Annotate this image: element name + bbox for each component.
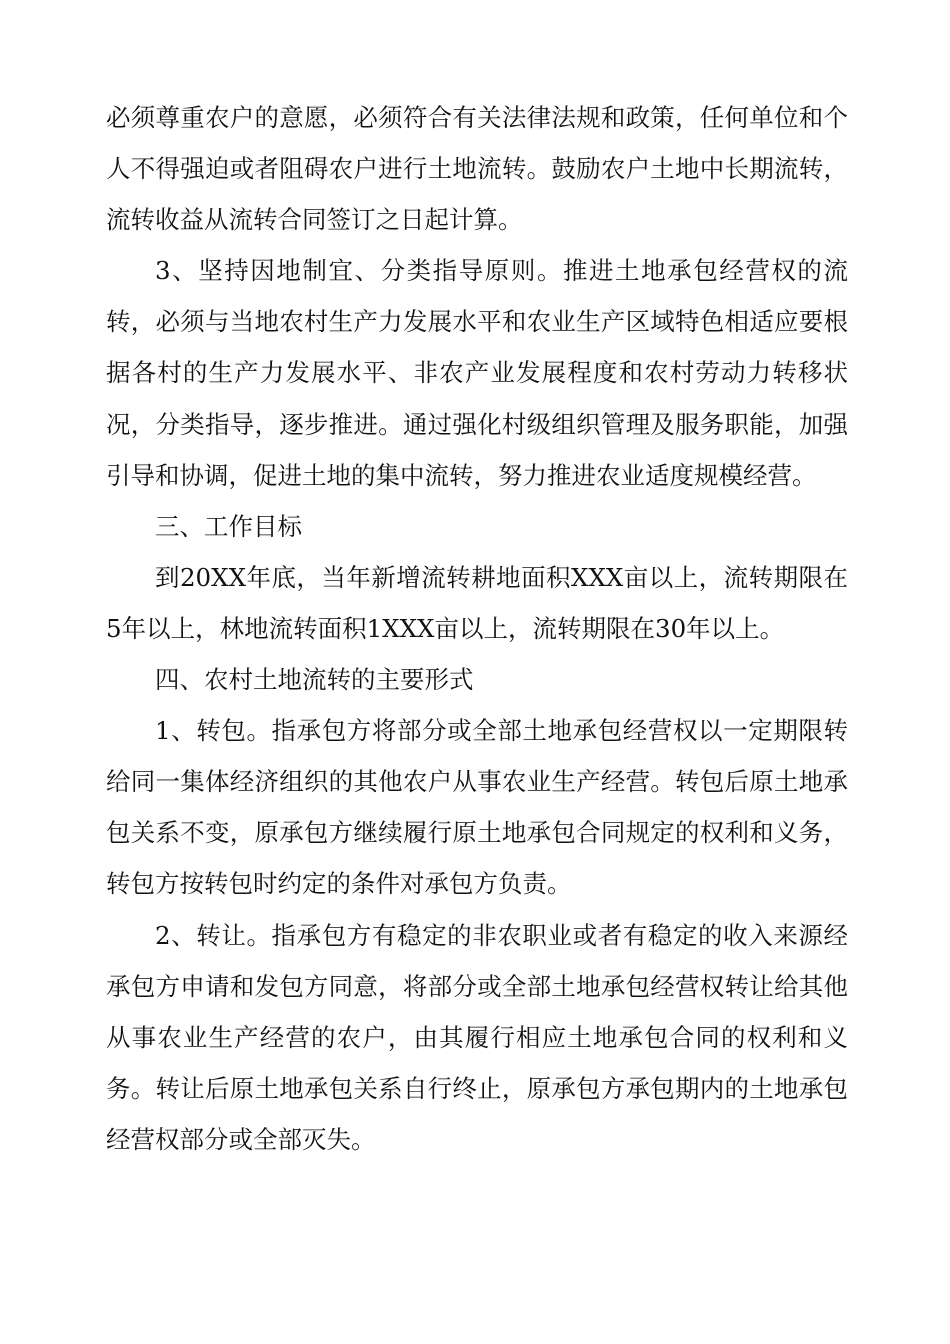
paragraph-goals: 到20XX年底，当年新增流转耕地面积XXX亩以上，流转期限在5年以上，林地流转面积1XXX亩以上，流转期限在30年以上。 [106,562,848,643]
section-heading-work-goals: 三、工作目标 [155,511,302,541]
paragraph-subcontract: 1、转包。指承包方将部分或全部土地承包经营权以一定期限转给同一集体经济组织的其他农户从事农业生产经营。转包后原土地承包关系不变，原承包方继续履行原土地承包合同规定的权利和义务，转包方按转包时约定的条件对承包方负责。 [106,716,848,899]
paragraph-principle-3: 3、坚持因地制宜、分类指导原则。推进土地承包经营权的流转，必须与当地农村生产力发展水平和农业生产区域特色相适应要根据各村的生产力发展水平、非农产业发展程度和农村劳动力转移状况，分类指导，逐步推进。通过强化村级组织管理及服务职能，加强引导和协调，促进土地的集中流转，努力推进农业适度规模经营。 [106,256,848,490]
document-body [106,92,848,1165]
paragraph-transfer: 2、转让。指承包方有稳定的非农职业或者有稳定的收入来源经承包方申请和发包方同意，将部分或全部土地承包经营权转让给其他从事农业生产经营的农户，由其履行相应土地承包合同的权利和义务。转让后原土地承包关系自行终止，原承包方承包期内的土地承包经营权部分或全部灭失。 [106,920,848,1154]
paragraph-continuation: 必须尊重农户的意愿，必须符合有关法律法规和政策，任何单位和个人不得强迫或者阻碍农户进行土地流转。鼓励农户土地中长期流转，流转收益从流转合同签订之日起计算。 [106,103,848,235]
section-heading-transfer-forms: 四、农村土地流转的主要形式 [155,665,474,695]
